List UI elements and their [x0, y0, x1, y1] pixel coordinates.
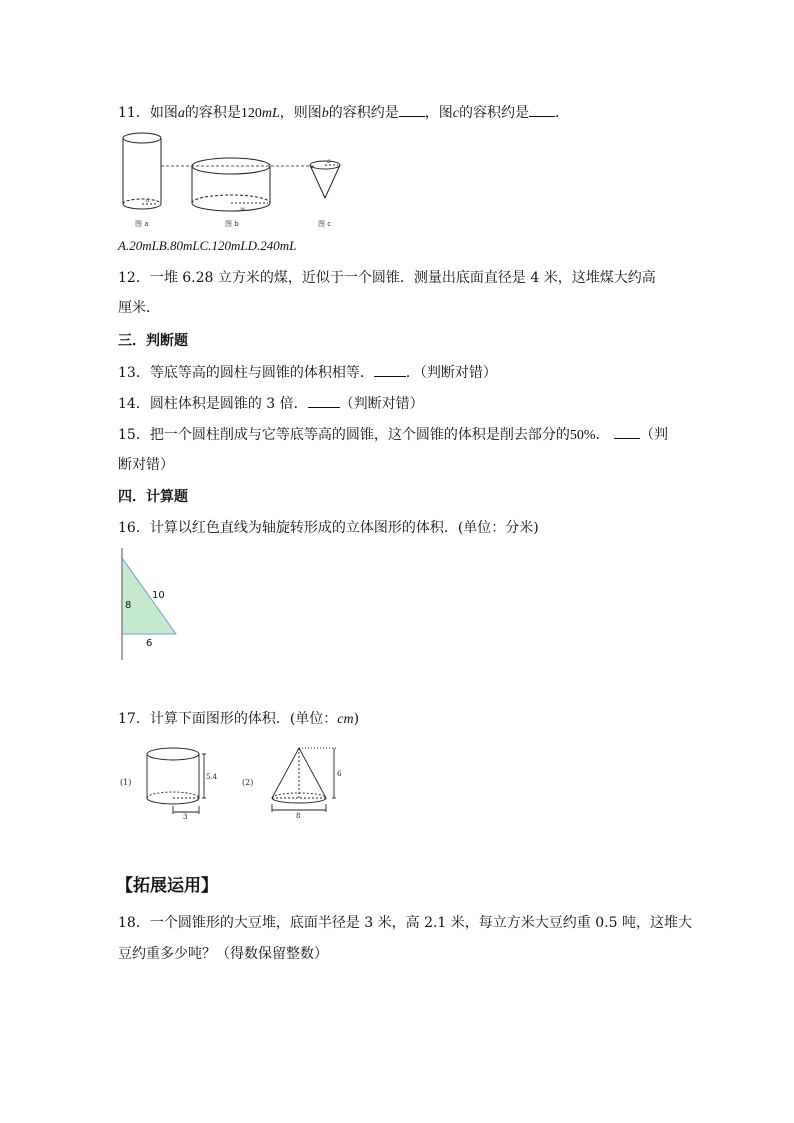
- fig-b-label: 图 b: [225, 220, 239, 228]
- section-3-heading: 三．判断题: [118, 333, 188, 349]
- q14-suffix: （判断对错）: [339, 396, 424, 412]
- fig-a-label: 图 a: [135, 220, 149, 228]
- q11-var-b: b: [321, 106, 329, 121]
- q15-percent: 50%: [569, 428, 596, 443]
- label-hypotenuse: 10: [152, 590, 165, 601]
- q11-text-2: 的容积是: [184, 105, 241, 121]
- q17-figures: [118, 740, 358, 820]
- q11-blank-1[interactable]: [399, 102, 425, 117]
- q11-figure: [118, 128, 368, 230]
- q13: [118, 362, 497, 383]
- cone-c: [310, 161, 340, 198]
- fig-c-label: 图 c: [318, 220, 332, 228]
- q15-text: 15．把一个圆柱削成与它等底等高的圆锥，这个圆锥的体积是削去部分的: [118, 427, 570, 443]
- q11-blank-2[interactable]: [529, 102, 555, 117]
- q16-text: 16．计算以红色直线为轴旋转形成的立体图形的体积．(单位：分米): [118, 520, 539, 536]
- q17-text-main: 17．计算下面图形的体积．(单位：: [118, 711, 338, 727]
- fig1-height-label: 5.4: [206, 773, 218, 781]
- q11-unit: mL: [261, 106, 280, 121]
- cone-figure: [272, 748, 336, 812]
- q11-var-c: c: [452, 106, 459, 121]
- q11-var-a: a: [177, 106, 185, 121]
- q14-blank[interactable]: [308, 393, 340, 408]
- q12-line-2: 厘米．: [118, 300, 160, 316]
- fig1-radius-label: 3: [183, 813, 188, 820]
- q18-line-2: 豆约重多少吨？（得数保留整数）: [118, 946, 328, 962]
- cylinder-b-mark: w: [240, 206, 246, 213]
- q15-period: ．: [595, 427, 610, 443]
- q18-line-1: 18．一个圆锥形的大豆堆，底面半径是 3 米，高 2.1 米，每立方米大豆约重 0.5 吨，这堆大: [118, 915, 692, 931]
- q11-text-3: ，则图: [279, 105, 322, 121]
- label-base: 6: [146, 638, 153, 649]
- q17-unit: cm: [337, 712, 354, 727]
- cone-c-mark: a: [327, 158, 331, 165]
- q11-text-5: ，图: [424, 105, 453, 121]
- q11-text-1: 如图: [149, 105, 178, 121]
- q15-line-2: 断对错）: [118, 457, 174, 473]
- q11-text-6: 的容积约是: [458, 105, 529, 121]
- q11-stem: [118, 102, 569, 124]
- q11-text-7: ．: [554, 105, 569, 121]
- q15-blank[interactable]: [614, 424, 640, 439]
- fig2-label: (2): [242, 778, 254, 787]
- q12-line-1: 12．一堆 6.28 立方米的煤，近似于一个圆锥．测量出底面直径是 4 米，这堆煤大约高: [118, 270, 656, 286]
- q11-options: A.20mLB.80mLC.120mLD.240mL: [118, 238, 297, 253]
- q17-text: [118, 709, 359, 730]
- fig2-diameter-label: 8: [296, 812, 301, 820]
- extension-heading: 【拓展运用】: [116, 876, 218, 896]
- q15-line-1: [118, 424, 668, 446]
- section-4-heading: 四．计算题: [118, 489, 188, 505]
- right-triangle: [122, 558, 176, 634]
- q11-volume: 120: [240, 106, 262, 121]
- cylinder-a-mark: a: [146, 197, 150, 204]
- q14-text: 14．圆柱体积是圆锥的 3 倍．: [118, 396, 308, 412]
- q11-text-4: 的容积约是: [328, 105, 399, 121]
- cylinder-figure: [147, 748, 206, 814]
- q15-suffix: （判: [639, 427, 668, 443]
- q14: [118, 393, 424, 414]
- cylinder-a: [123, 133, 161, 209]
- q11-number: 11．: [118, 105, 150, 121]
- label-height: 8: [125, 600, 132, 611]
- q17-close: ): [353, 711, 360, 727]
- fig2-height-label: 6: [337, 770, 342, 778]
- q16-triangle-figure: [116, 546, 186, 664]
- q13-text: 13．等底等高的圆柱与圆锥的体积相等．: [118, 365, 374, 381]
- fig1-label: (1): [120, 778, 132, 787]
- q13-blank[interactable]: [374, 362, 406, 377]
- q13-suffix: ．（判断对错）: [405, 365, 497, 381]
